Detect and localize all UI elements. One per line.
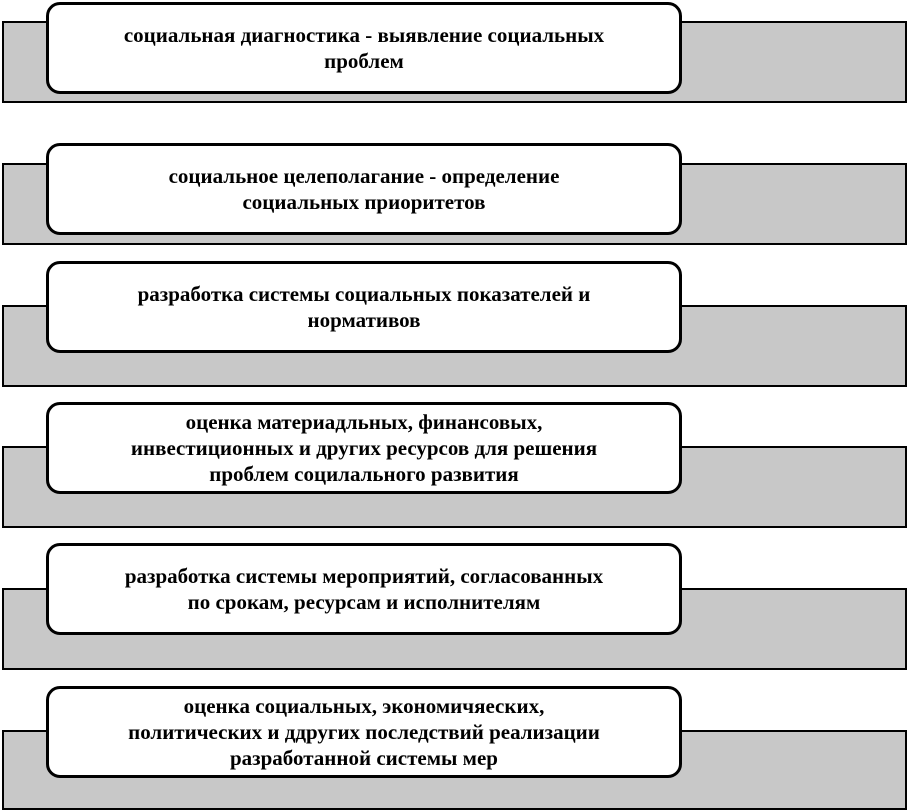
step-2-text: социальное целеполагание - определение социальных приоритетов	[168, 164, 560, 214]
step-1-card	[46, 2, 682, 94]
step-4-card	[46, 402, 682, 494]
step-6-text: оценка социальных, экономичяеских, политических и ддругих последствий реализации разработанной системы мер	[128, 694, 600, 770]
step-5-card	[46, 543, 682, 635]
step-3-card	[46, 261, 682, 353]
step-2-card	[46, 143, 682, 235]
step-3-text: разработка системы социальных показателей и нормативов	[137, 282, 591, 332]
step-6-card	[46, 686, 682, 778]
step-1-text: социальная диагностика - выявление социальных проблем	[123, 23, 605, 73]
step-4-text: оценка материадльных, финансовых, инвестиционных и других ресурсов для решения проблем социлального развития	[130, 410, 598, 486]
step-5-text: разработка системы мероприятий, согласованных по срокам, ресурсам и исполнителям	[124, 564, 604, 614]
